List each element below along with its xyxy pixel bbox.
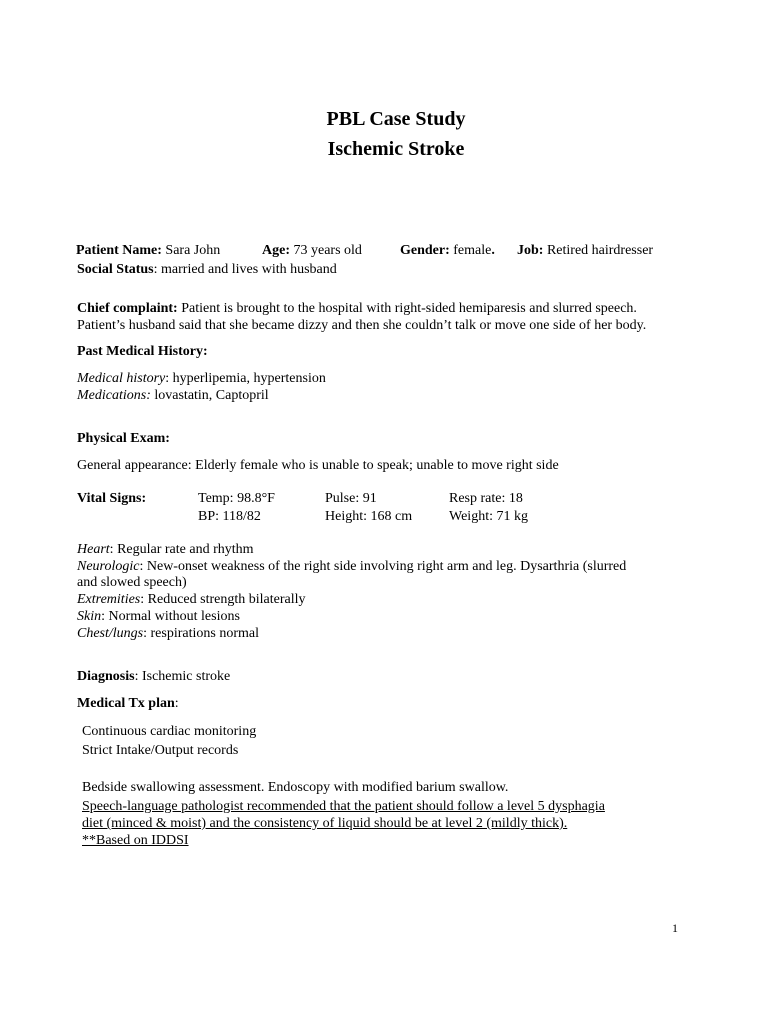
chief-complaint-line2: Patient’s husband said that she became dizzy and then she couldn’t talk or move one side of her body. xyxy=(77,318,647,333)
age-label: Age: xyxy=(262,243,290,258)
social-status-value: married and lives with husband xyxy=(161,262,337,277)
chest-lungs-exam: Chest/lungs: respirations normal xyxy=(77,626,259,641)
iddsi-note: **Based on IDDSI xyxy=(82,833,189,848)
job-label: Job: xyxy=(517,243,544,258)
extremities-label: Extremities xyxy=(77,592,141,607)
neurologic-label: Neurologic xyxy=(77,559,140,574)
physical-exam-heading: Physical Exam: xyxy=(77,431,170,446)
gender-value: female xyxy=(453,243,492,258)
medical-history: Medical history: hyperlipemia, hypertension xyxy=(77,371,326,386)
patient-name-value: Sara John xyxy=(165,243,221,258)
extremities-exam: Extremities: Reduced strength bilaterally xyxy=(77,592,306,607)
chief-complaint xyxy=(77,300,637,317)
tx-item-cardiac-monitoring: Continuous cardiac monitoring xyxy=(82,724,257,739)
job-field xyxy=(517,242,653,259)
heart-exam: Heart: Regular rate and rhythm xyxy=(77,542,254,557)
social-status-field: Social Status: married and lives with husband xyxy=(77,262,337,277)
document-title: PBL Case Study xyxy=(326,108,466,130)
diagnosis-label: Diagnosis xyxy=(77,669,135,684)
chest-lungs-value: respirations normal xyxy=(150,626,259,641)
vital-height: Height: 168 cm xyxy=(325,509,413,524)
skin-value: Normal without lesions xyxy=(108,609,240,624)
vital-resp-rate: Resp rate: 18 xyxy=(449,491,523,506)
heart-value: Regular rate and rhythm xyxy=(117,542,254,557)
slp-recommendation-line1: Speech-language pathologist recommended that the patient should follow a level 5 dysphagia xyxy=(82,799,605,814)
job-value: Retired hairdresser xyxy=(546,243,654,258)
gender-label: Gender: xyxy=(400,243,450,258)
vital-bp: BP: 118/82 xyxy=(198,509,261,524)
vital-pulse: Pulse: 91 xyxy=(325,491,377,506)
chief-complaint-label: Chief complaint: xyxy=(77,301,178,316)
age-value: 73 years old xyxy=(293,243,362,258)
medications-label: Medications: xyxy=(77,388,151,403)
medical-history-value: hyperlipemia, hypertension xyxy=(172,371,326,386)
patient-name-label: Patient Name: xyxy=(76,243,162,258)
tx-item-swallowing: Bedside swallowing assessment. Endoscopy with modified barium swallow. xyxy=(82,780,509,795)
medications xyxy=(77,387,269,404)
tx-plan-heading: Medical Tx plan: xyxy=(77,696,179,711)
heart-label: Heart xyxy=(77,542,110,557)
chest-lungs-label: Chest/lungs xyxy=(77,626,144,641)
diagnosis-value: Ischemic stroke xyxy=(141,669,231,684)
chief-complaint-line1: Patient is brought to the hospital with right-sided hemiparesis and slurred speech. xyxy=(181,301,637,316)
diagnosis: Diagnosis: Ischemic stroke xyxy=(77,669,231,684)
medications-value: lovastatin, Captopril xyxy=(154,388,269,403)
vital-temp: Temp: 98.8°F xyxy=(198,491,275,506)
skin-label: Skin xyxy=(77,609,102,624)
neurologic-value: New-onset weakness of the right side involving right arm and leg. Dysarthria (slurred xyxy=(146,559,627,574)
medical-history-label: Medical history xyxy=(77,371,166,386)
age-field xyxy=(262,242,362,259)
patient-info-line xyxy=(76,242,220,259)
neurologic-value-cont: and slowed speech) xyxy=(77,575,187,590)
page-number: 1 xyxy=(672,921,678,935)
slp-recommendation-line2: diet (minced & moist) and the consistency of liquid should be at level 2 (mildly thick). xyxy=(82,816,568,831)
social-status-label: Social Status xyxy=(77,262,154,277)
vital-weight: Weight: 71 kg xyxy=(449,509,528,524)
tx-item-intake-output: Strict Intake/Output records xyxy=(82,743,239,758)
extremities-value: Reduced strength bilaterally xyxy=(147,592,306,607)
vital-signs-label: Vital Signs: xyxy=(77,491,147,506)
neurologic-exam: Neurologic: New-onset weakness of the right side involving right arm and leg. Dysarthria (slurred xyxy=(77,559,627,574)
general-appearance: General appearance: Elderly female who is unable to speak; unable to move right side xyxy=(77,458,559,473)
pmh-heading: Past Medical History: xyxy=(77,344,208,359)
gender-field: Gender: female. xyxy=(400,243,495,258)
document-subtitle: Ischemic Stroke xyxy=(327,138,465,160)
skin-exam: Skin: Normal without lesions xyxy=(77,609,240,624)
